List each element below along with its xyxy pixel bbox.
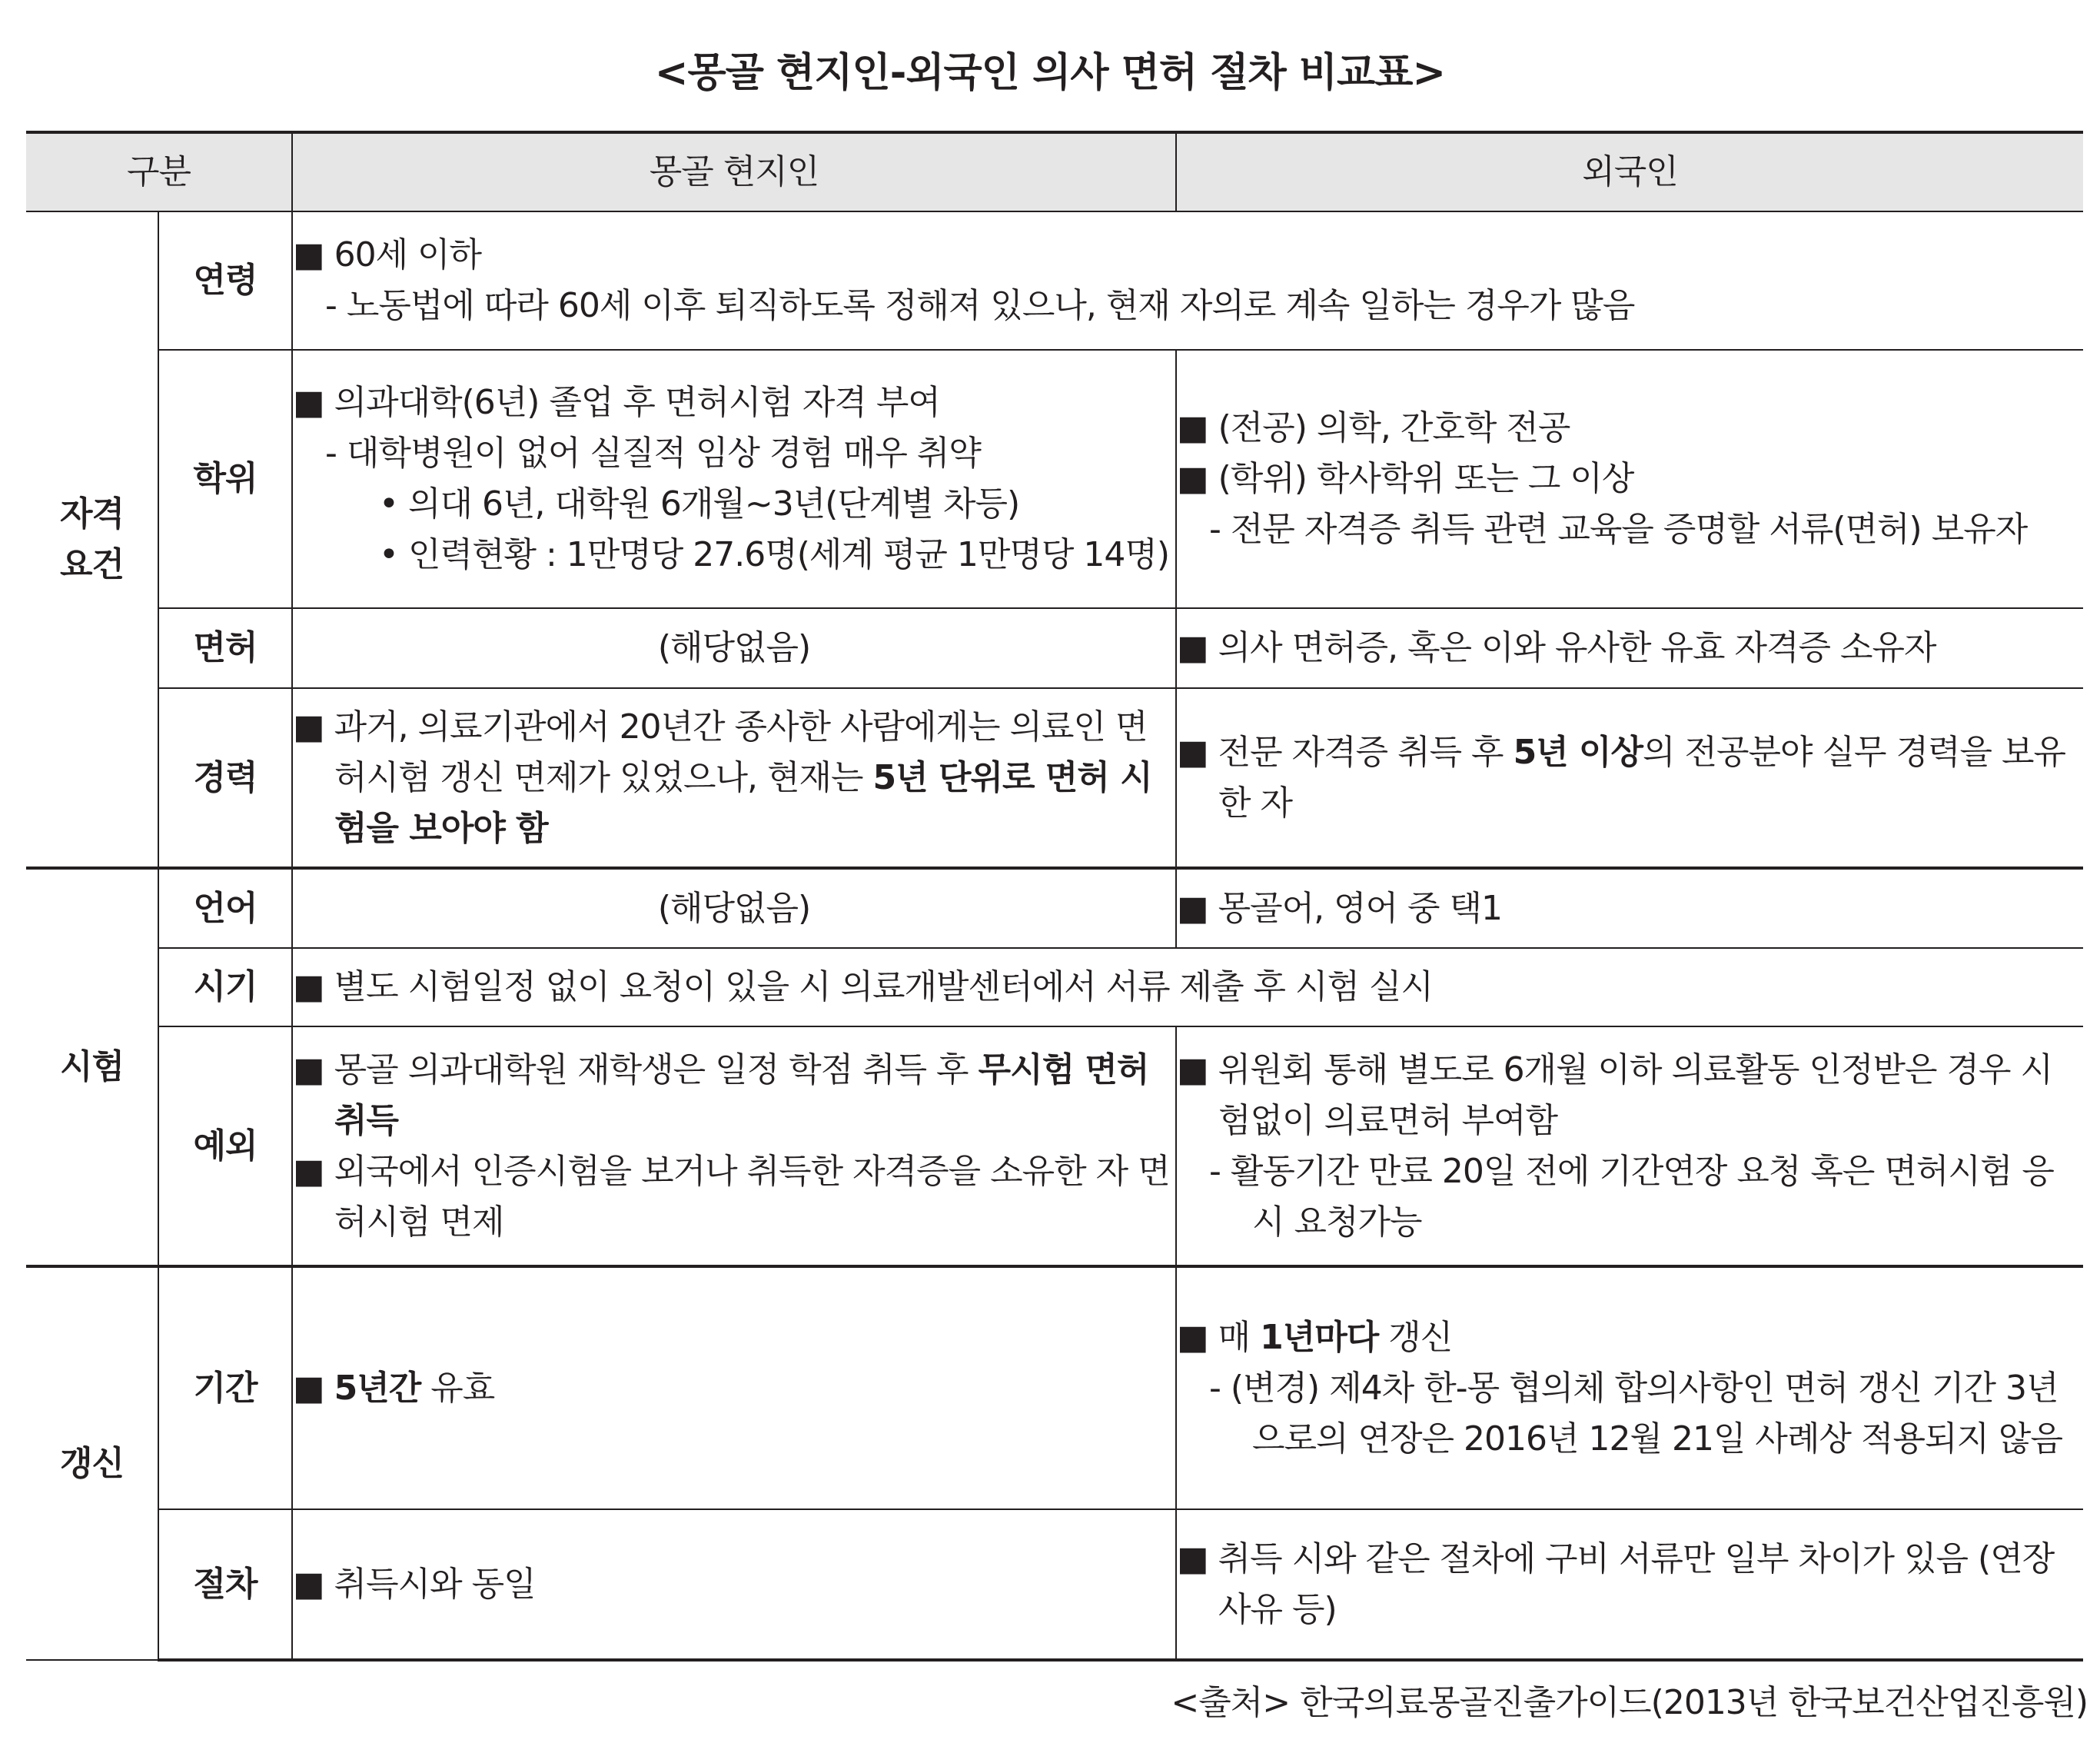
row-age xyxy=(26,211,2083,350)
exception-foreign-1: ■ 위원회 통해 별도로 6개월 이하 의료활동 인정받은 경우 시험없이 의료면허 부여함 xyxy=(1177,1049,2053,1140)
age-line-1: ■ 60세 이하 xyxy=(293,235,482,274)
label-timing: 시기 xyxy=(158,948,292,1026)
exception-local-2: ■ 외국에서 인증시험을 보거나 취득한 자격증을 소유한 자 면허시험 면제 xyxy=(293,1151,1170,1242)
header-local: 몽골 현지인 xyxy=(292,132,1176,211)
row-procedure xyxy=(26,1509,2083,1660)
label-degree: 학위 xyxy=(158,350,292,608)
period-foreign-2: - (변경) 제4차 한-몽 협의체 합의사항인 면허 갱신 기간 3년으로의 연장은 2016년 12월 21일 사례상 적용되지 않음 xyxy=(1209,1368,2062,1459)
cell-timing: ■ 별도 시험일정 없이 요청이 있을 시 의료개발센터에서 서류 제출 후 시험 실시 xyxy=(292,948,2083,1026)
row-career xyxy=(26,688,2083,868)
career-foreign-pre: ■ 전문 자격증 취득 후 xyxy=(1177,732,1514,772)
cell-degree-foreign xyxy=(1176,350,2083,608)
degree-local-4: • 인력현황 : 1만명당 27.6명(세계 평균 1만명당 14명) xyxy=(379,535,1170,574)
group-qualification: 자격 요건 xyxy=(26,211,158,868)
cell-career-foreign xyxy=(1176,688,2083,868)
career-local-bold: 5년 단위로 면허 시험을 보아야 함 xyxy=(334,757,1152,848)
label-career: 경력 xyxy=(158,688,292,868)
cell-procedure-foreign xyxy=(1176,1509,2083,1660)
group-renewal: 갱신 xyxy=(26,1266,158,1660)
label-exception: 예외 xyxy=(158,1026,292,1266)
degree-local-2: - 대학병원이 없어 실질적 임상 경험 매우 취약 xyxy=(325,434,981,473)
label-license: 면허 xyxy=(158,608,292,688)
cell-license-local: (해당없음) xyxy=(292,608,1176,688)
degree-foreign-1: ■ (전공) 의학, 간호학 전공 xyxy=(1177,408,1570,447)
exception-foreign-2: - 활동기간 만료 20일 전에 기간연장 요청 혹은 면허시험 응시 요청가능 xyxy=(1209,1151,2054,1242)
age-line-2: - 노동법에 따라 60세 이후 퇴직하도록 정해져 있으나, 현재 자의로 계속 일하는 경우가 많음 xyxy=(325,286,1635,325)
cell-exception-local xyxy=(292,1026,1176,1266)
period-local-bold: 5년간 xyxy=(334,1368,421,1408)
row-language xyxy=(26,868,2083,948)
group-exam: 시험 xyxy=(26,868,158,1266)
row-exception xyxy=(26,1026,2083,1266)
cell-age xyxy=(292,211,2083,350)
label-language: 언어 xyxy=(158,868,292,948)
career-local-text: ■ 과거, 의료기관에서 20년간 종사한 사람에게는 의료인 면허시험 갱신 면제가 있었으나, 현재는 xyxy=(293,707,1148,797)
label-procedure: 절차 xyxy=(158,1509,292,1660)
label-age: 연령 xyxy=(158,211,292,350)
cell-career-local xyxy=(292,688,1176,868)
cell-period-foreign: ■ 매 1년마다 갱신 - (변경) 제4차 한-몽 협의체 합의사항인 면허 갱신 기간 3년으로의 연장은 2016년 12월 21일 사례상 적용되지 않음 xyxy=(1176,1266,2083,1509)
cell-period-local: ■ 5년간 유효 xyxy=(292,1266,1176,1509)
procedure-foreign-text: ■ 취득 시와 같은 절차에 구비 서류만 일부 차이가 있음 (연장 사유 등) xyxy=(1177,1538,2055,1629)
career-foreign-post: 의 전공분야 실무 경력을 보유한 자 xyxy=(1218,732,2066,823)
cell-degree-local xyxy=(292,350,1176,608)
cell-exception-foreign xyxy=(1176,1026,2083,1266)
source-citation: <출처> 한국의료몽골진출가이드(2013년 한국보건산업진흥원) xyxy=(1171,1683,2088,1722)
exception-local-1: ■ 몽골 의과대학원 재학생은 일정 학점 취득 후 xyxy=(293,1049,979,1089)
degree-foreign-3: - 전문 자격증 취득 관련 교육을 증명할 서류(면허) 보유자 xyxy=(1209,510,2028,549)
comparison-table xyxy=(26,131,2083,1662)
degree-local-3: • 의대 6년, 대학원 6개월~3년(단계별 차등) xyxy=(379,484,1020,524)
cell-language-foreign: ■ 몽골어, 영어 중 택1 xyxy=(1176,868,2083,948)
degree-foreign-2: ■ (학위) 학사학위 또는 그 이상 xyxy=(1177,459,1634,498)
header-row xyxy=(26,132,2083,211)
exception-local-1-bold: 무시험 면허 취득 xyxy=(334,1049,1149,1140)
label-period: 기간 xyxy=(158,1266,292,1509)
period-foreign-bold: 1년마다 xyxy=(1260,1317,1379,1357)
row-timing xyxy=(26,948,2083,1026)
row-period xyxy=(26,1266,2083,1509)
row-license xyxy=(26,608,2083,688)
cell-language-local: (해당없음) xyxy=(292,868,1176,948)
degree-local-1: ■ 의과대학(6년) 졸업 후 면허시험 자격 부여 xyxy=(293,383,940,422)
cell-license-foreign: ■ 의사 면허증, 혹은 이와 유사한 유효 자격증 소유자 xyxy=(1176,608,2083,688)
career-foreign-bold: 5년 이상 xyxy=(1513,732,1643,772)
table-title: <몽골 현지인-외국인 의사 면허 절차 비교표> xyxy=(654,50,1446,96)
header-category: 구분 xyxy=(26,132,292,211)
header-foreign: 외국인 xyxy=(1176,132,2083,211)
row-degree xyxy=(26,350,2083,608)
cell-procedure-local: ■ 취득시와 동일 xyxy=(292,1509,1176,1660)
